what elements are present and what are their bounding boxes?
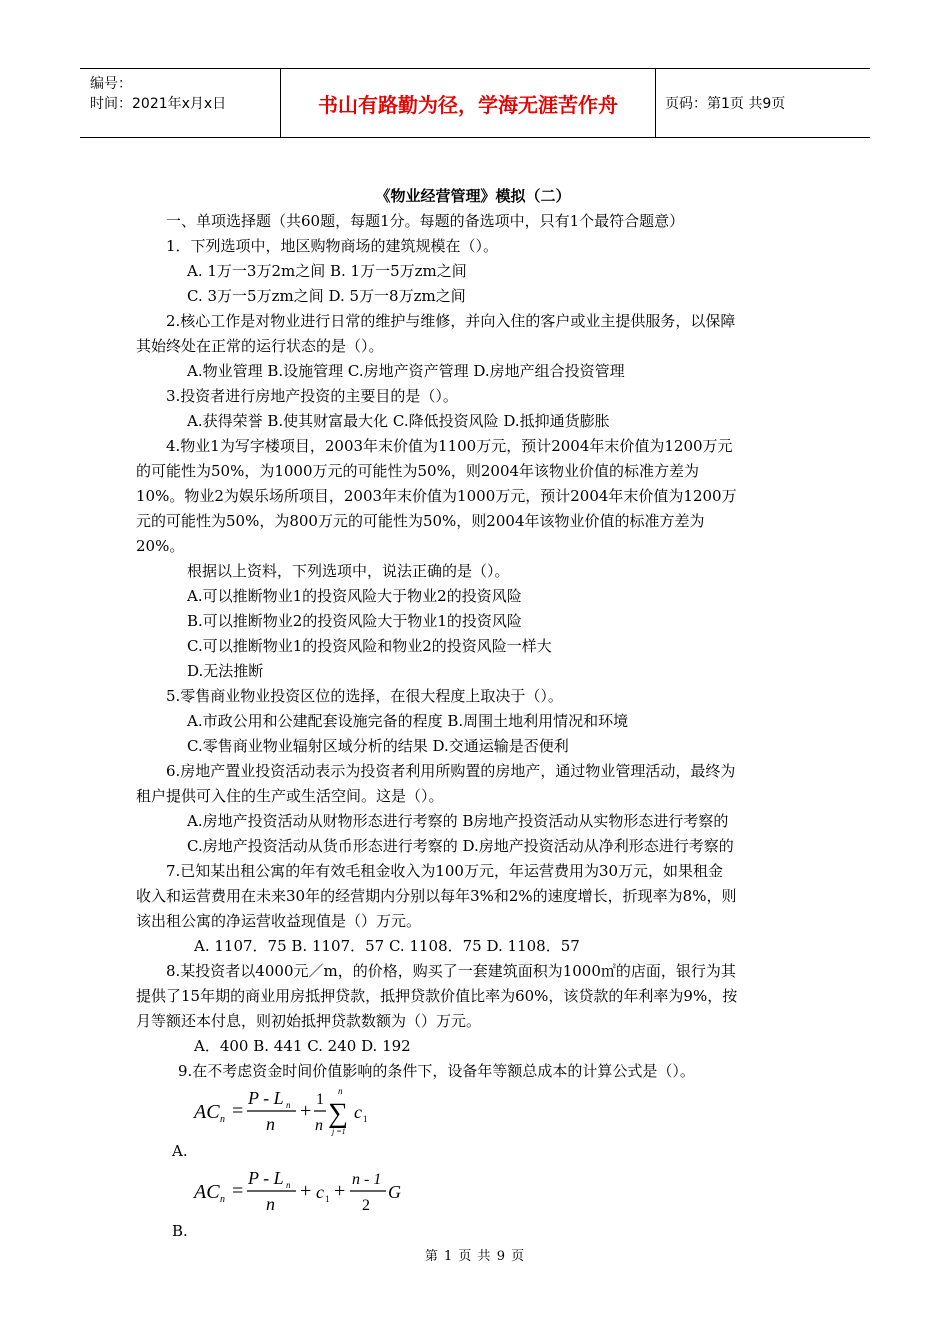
document-number-label: 编号：: [90, 76, 132, 92]
header-page-info: 页码：第1页 共9页: [665, 96, 786, 112]
question-5-options-ab: A.市政公用和公建配套设施完备的程度 B.周围土地利用情况和环境: [187, 712, 629, 730]
formula-a-c-sub: 1: [363, 1114, 368, 1124]
question-4-line-2: 的可能性为50%，为1000万元的可能性为50%，则2004年该物业价值的标准方差为: [136, 462, 700, 480]
formula-b-svg: [192, 1164, 472, 1220]
formula-a-sigma: ∑: [328, 1098, 348, 1129]
question-7-line-2: 收入和运营费用在未来30年的经营期内分别以每年3%和2%的速度增长，折现率为8%，则: [136, 887, 737, 905]
formula-b-numerator: P - L: [248, 1168, 284, 1188]
question-4-option-d: D.无法推断: [187, 662, 264, 680]
question-5: 5.零售商业物业投资区位的选择，在很大程度上取决于（）。: [166, 687, 563, 705]
question-4-option-c: C.可以推断物业1的投资风险和物业2的投资风险一样大: [187, 637, 552, 655]
formula-b-ac-sub: n: [220, 1194, 225, 1205]
question-4-ask: 根据以上资料，下列选项中，说法正确的是（）。: [187, 562, 510, 580]
question-4-option-b: B.可以推断物业2的投资风险大于物业1的投资风险: [187, 612, 522, 630]
formula-a-equals: =: [232, 1100, 244, 1122]
formula-b-plus-1: +: [300, 1180, 312, 1202]
question-8-line-3: 月等额还本付息，则初始抵押贷款数额为（）万元。: [136, 1012, 482, 1030]
formula-b-g: G: [388, 1182, 401, 1202]
formula-a-svg: [192, 1084, 452, 1140]
question-2-options: A.物业管理 B.设施管理 C.房地产资产管理 D.房地产组合投资管理: [187, 362, 625, 380]
page-footer: 第 1 页 共 9 页: [424, 1249, 526, 1264]
question-4-line-1: 4.物业1为写字楼项目，2003年末价值为1100万元，预计2004年末价值为1200万元: [166, 437, 733, 455]
question-4-line-3: 10%。物业2为娱乐场所项目，2003年末价值为1000万元，预计2004年末价值为1200万: [136, 487, 737, 505]
question-7-line-1: 7.已知某出租公寓的年有效毛租金收入为100万元，年运营费用为30万元，如果租金: [166, 862, 724, 880]
question-6-line-2: 租户提供可入住的生产或生活空间。这是（）。: [136, 787, 444, 805]
question-4-line-5: 20%。: [136, 537, 185, 555]
question-6-line-1: 6.房地产置业投资活动表示为投资者利用所购置的房地产，通过物业管理活动，最终为: [166, 762, 736, 780]
formula-a: [136, 1084, 810, 1140]
question-9: 9.在不考虑资金时间价值影响的条件下，设备年等额总成本的计算公式是（）。: [178, 1062, 695, 1080]
section-heading: 一、单项选择题（共60题，每题1分。每题的备选项中，只有1个最符合题意）: [166, 212, 685, 230]
question-4-line-4: 元的可能性为50%，为800万元的可能性为50%，则2004年该物业价值的标准方差为: [136, 512, 705, 530]
formula-b-numerator-sub: n: [286, 1180, 291, 1190]
formula-a-ac: AC: [194, 1101, 220, 1123]
question-6-options-cd: C.房地产投资活动从货币形态进行考察的 D.房地产投资活动从净利形态进行考察的: [187, 837, 734, 855]
formula-a-numerator: P - L: [248, 1088, 284, 1108]
header-motto: 书山有路勤为径，学海无涯苦作舟: [318, 92, 618, 117]
question-1-options-cd: C. 3万一5万zm之间 D. 5万一8万zm之间: [187, 287, 466, 305]
question-9-option-b-label: B.: [172, 1222, 188, 1240]
question-4-option-a: A.可以推断物业1的投资风险大于物业2的投资风险: [187, 587, 522, 605]
question-2-line-1: 2.核心工作是对物业进行日常的维护与维修，并向入住的客户或业主提供服务，以保障: [166, 312, 736, 330]
document-date: 时间：2021年x月x日: [90, 96, 227, 112]
formula-a-denominator: n: [266, 1114, 275, 1134]
formula-b-c: c: [316, 1182, 324, 1202]
formula-a-c: c: [354, 1102, 362, 1122]
question-9-option-a-label: A.: [172, 1142, 188, 1160]
question-6-options-ab: A.房地产投资活动从财物形态进行考察的 B房地产投资活动从实物形态进行考察的: [187, 812, 729, 830]
formula-a-numerator-sub: n: [286, 1100, 291, 1110]
question-1-options-ab: A. 1万一3万2m之间 B. 1万一5万zm之间: [187, 262, 467, 280]
header-left-cell: [80, 69, 280, 137]
question-3-options: A.获得荣誉 B.使其财富最大化 C.降低投资风险 D.抵抑通货膨胀: [187, 412, 610, 430]
question-8-line-2: 提供了15年期的商业用房抵押贷款，抵押贷款价值比率为60%，该贷款的年利率为9%，按: [136, 987, 738, 1005]
question-2-line-2: 其始终处在正常的运行状态的是（）。: [136, 337, 384, 355]
question-7-line-3: 该出租公寓的净运营收益现值是（）万元。: [136, 912, 422, 930]
question-1: 1．下列选项中，地区购物商场的建筑规模在（）。: [166, 237, 499, 255]
formula-a-ac-sub: n: [220, 1114, 225, 1125]
formula-a-one-over-n-denom: n: [315, 1117, 323, 1134]
question-5-options-cd: C.零售商业物业辐射区域分析的结果 D.交通运输是否便利: [187, 737, 569, 755]
formula-b-equals: =: [232, 1180, 244, 1202]
question-8-line-1: 8.某投资者以4000元／m，的价格，购买了一套建筑面积为1000㎡的店面，银行为其: [166, 962, 736, 980]
formula-b-n-minus-1: n - 1: [352, 1171, 382, 1188]
question-3: 3.投资者进行房地产投资的主要目的是（）。: [166, 387, 458, 405]
formula-b-c-sub: 1: [325, 1194, 330, 1204]
formula-a-sum-top: n: [338, 1086, 343, 1096]
formula-b-plus-2: +: [334, 1180, 346, 1202]
formula-a-sum-bottom: j =1: [332, 1127, 346, 1136]
question-8-options: A．400 B. 441 C. 240 D. 192: [194, 1037, 411, 1055]
formula-a-one: 1: [316, 1091, 324, 1108]
header-motto-cell: [280, 69, 656, 137]
formula-b: [136, 1164, 810, 1220]
page-header: [80, 68, 870, 138]
formula-b-two: 2: [362, 1197, 370, 1214]
formula-b-ac: AC: [194, 1181, 220, 1203]
formula-a-plus: +: [300, 1100, 312, 1122]
question-7-options: A. 1107．75 B. 1107．57 C. 1108．75 D. 1108．57: [194, 937, 580, 955]
document-body: [136, 184, 810, 1242]
document-title: 《物业经营管理》模拟（二）: [375, 187, 571, 205]
formula-b-denominator: n: [266, 1194, 275, 1214]
